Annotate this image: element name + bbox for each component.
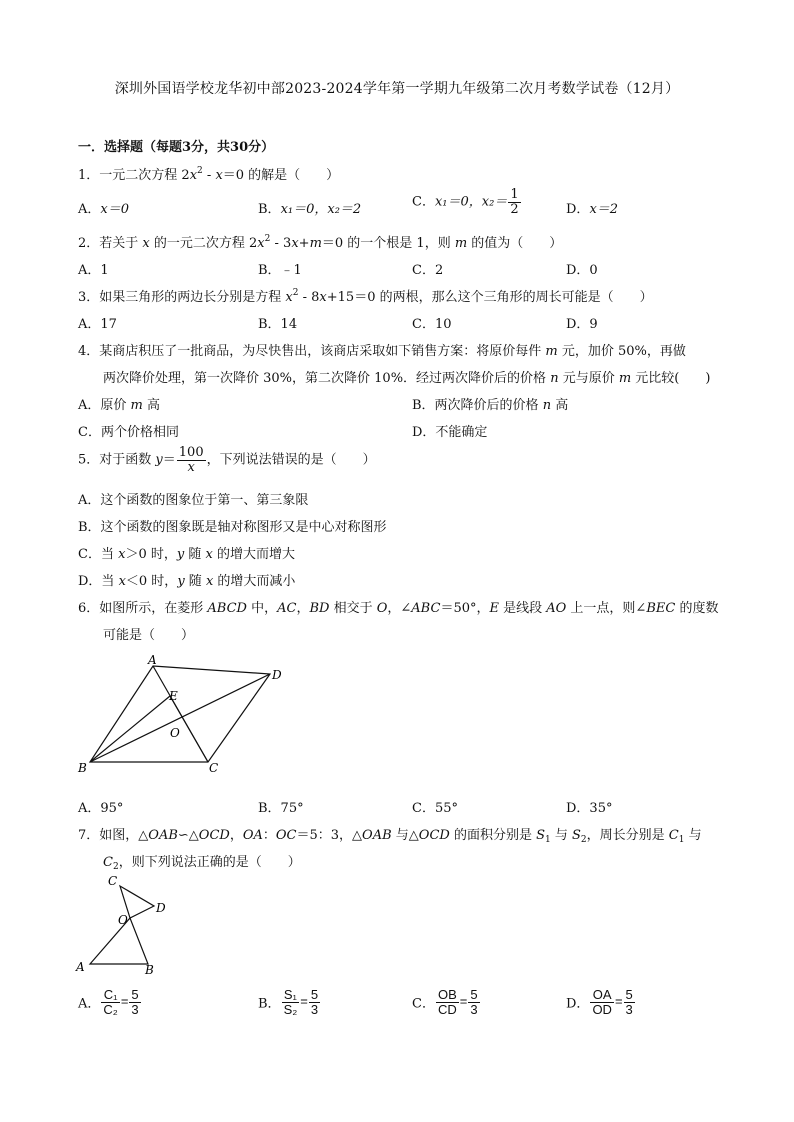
q5-option-a: A．这个函数的图象位于第一、第三象限: [78, 493, 309, 508]
q5-option-d: D．当 x＜0 时，y 随 x 的增大而减小: [78, 574, 296, 589]
question-1-stem: 1．一元二次方程 $2x^2 - x=0$ 的解是（ ）: [78, 166, 340, 183]
label-b: B: [145, 963, 154, 977]
q4-option-c: C．两个价格相同: [78, 425, 179, 440]
q1-option-a: A．x＝0: [78, 202, 129, 217]
q2-option-d: D．0: [566, 263, 598, 278]
q3-option-d: D．9: [566, 317, 598, 332]
label-e: E: [169, 689, 178, 703]
question-7-stem-line1: 7．如图，△OAB∽△OCD，OA：OC＝5：3，△OAB 与△OCD 的面积分别是 $S_1$ 与 $S_2$，周长分别是 $C_1$ 与: [78, 828, 702, 845]
q6-option-b: B．75°: [258, 801, 304, 816]
q3-option-a: A．17: [78, 317, 117, 332]
label-a: A: [76, 960, 85, 974]
q2-option-a: A．1: [78, 263, 109, 278]
label-c: C: [209, 761, 219, 775]
question-2-stem: 2．若关于 x 的一元二次方程 $2x^2 - 3x+m=0$ 的一个根是 1，则 m 的值为（ ）: [78, 234, 563, 251]
q1-option-b: B．x₁＝0，x₂＝2: [258, 202, 362, 217]
q4-option-d: D．不能确定: [412, 425, 488, 440]
q4-option-b: B．两次降价后的价格 n 高: [412, 398, 569, 413]
q7-option-a: A． $\frac{\text{C₁}}{\text{C₂}}$ = $\frac{5}{3}$: [78, 987, 139, 1017]
section-heading: 一．选择题（每题3分，共30分）: [78, 140, 275, 155]
q5-option-c: C．当 x＞0 时，y 随 x 的增大而增大: [78, 547, 295, 562]
label-a: A: [148, 653, 157, 667]
q1-option-c: C．x₁＝0，x₂＝ $\frac{1}{2}$: [412, 187, 519, 217]
q1-option-d: D．x＝2: [566, 202, 619, 217]
question-5-stem: 5．对于函数 y＝ $\frac{100}{x}$ ，下列说法错误的是（ ）: [78, 445, 376, 475]
label-d: D: [272, 668, 282, 682]
q7-option-c: C． $\frac{OB}{CD}$ = $\frac{5}{3}$: [412, 987, 478, 1017]
label-o: O: [118, 913, 128, 927]
q3-option-b: B．14: [258, 317, 298, 332]
q2-option-c: C．2: [412, 263, 444, 278]
question-3-stem: 3．如果三角形的两边长分别是方程 $x^2 - 8x+15=0$ 的两根，那么这个三角形的周长可能是（ ）: [78, 288, 653, 305]
q6-option-d: D．35°: [566, 801, 613, 816]
q5-option-b: B．这个函数的图象既是轴对称图形又是中心对称图形: [78, 520, 387, 535]
question-6-stem-line1: 6．如图所示，在菱形 ABCD 中，AC，BD 相交于 O，∠ABC＝50°，E 是线段 AO 上一点，则∠BEC 的度数: [78, 601, 719, 616]
question-6-stem-line2: 可能是（ ）: [103, 628, 195, 643]
question-4-stem-line2: 两次降价处理，第一次降价 30%，第二次降价 10%．经过两次降价后的价格 n 元与原价 m 元比较( ): [103, 371, 711, 386]
similar-triangles-figure: [70, 872, 180, 977]
question-7-stem-line2: $C_2$，则下列说法正确的是（ ）: [103, 855, 301, 872]
q2-option-b: B．﹣1: [258, 263, 302, 278]
question-4-stem-line1: 4．某商店积压了一批商品，为尽快售出，该商店采取如下销售方案：将原价每件 m 元，加价 50%，再做: [78, 344, 686, 359]
q7-option-b: B． $\frac{\text{S₁}}{\text{S₂}}$ = $\frac{5}{3}$: [258, 987, 319, 1017]
label-c: C: [108, 874, 118, 888]
q4-option-a: A．原价 m 高: [78, 398, 160, 413]
page-title: 深圳外国语学校龙华初中部2023-2024学年第一学期九年级第二次月考数学试卷（12月）: [114, 81, 680, 97]
label-d: D: [156, 901, 166, 915]
label-b: B: [78, 761, 87, 775]
q6-option-a: A．95°: [78, 801, 124, 816]
q7-option-d: D． $\frac{OA}{OD}$ = $\frac{5}{3}$: [566, 987, 633, 1017]
diagonal-bd: [90, 674, 270, 762]
q3-option-c: C．10: [412, 317, 452, 332]
rhombus-figure: [70, 650, 300, 780]
label-o: O: [170, 726, 180, 740]
q6-option-c: C．55°: [412, 801, 458, 816]
